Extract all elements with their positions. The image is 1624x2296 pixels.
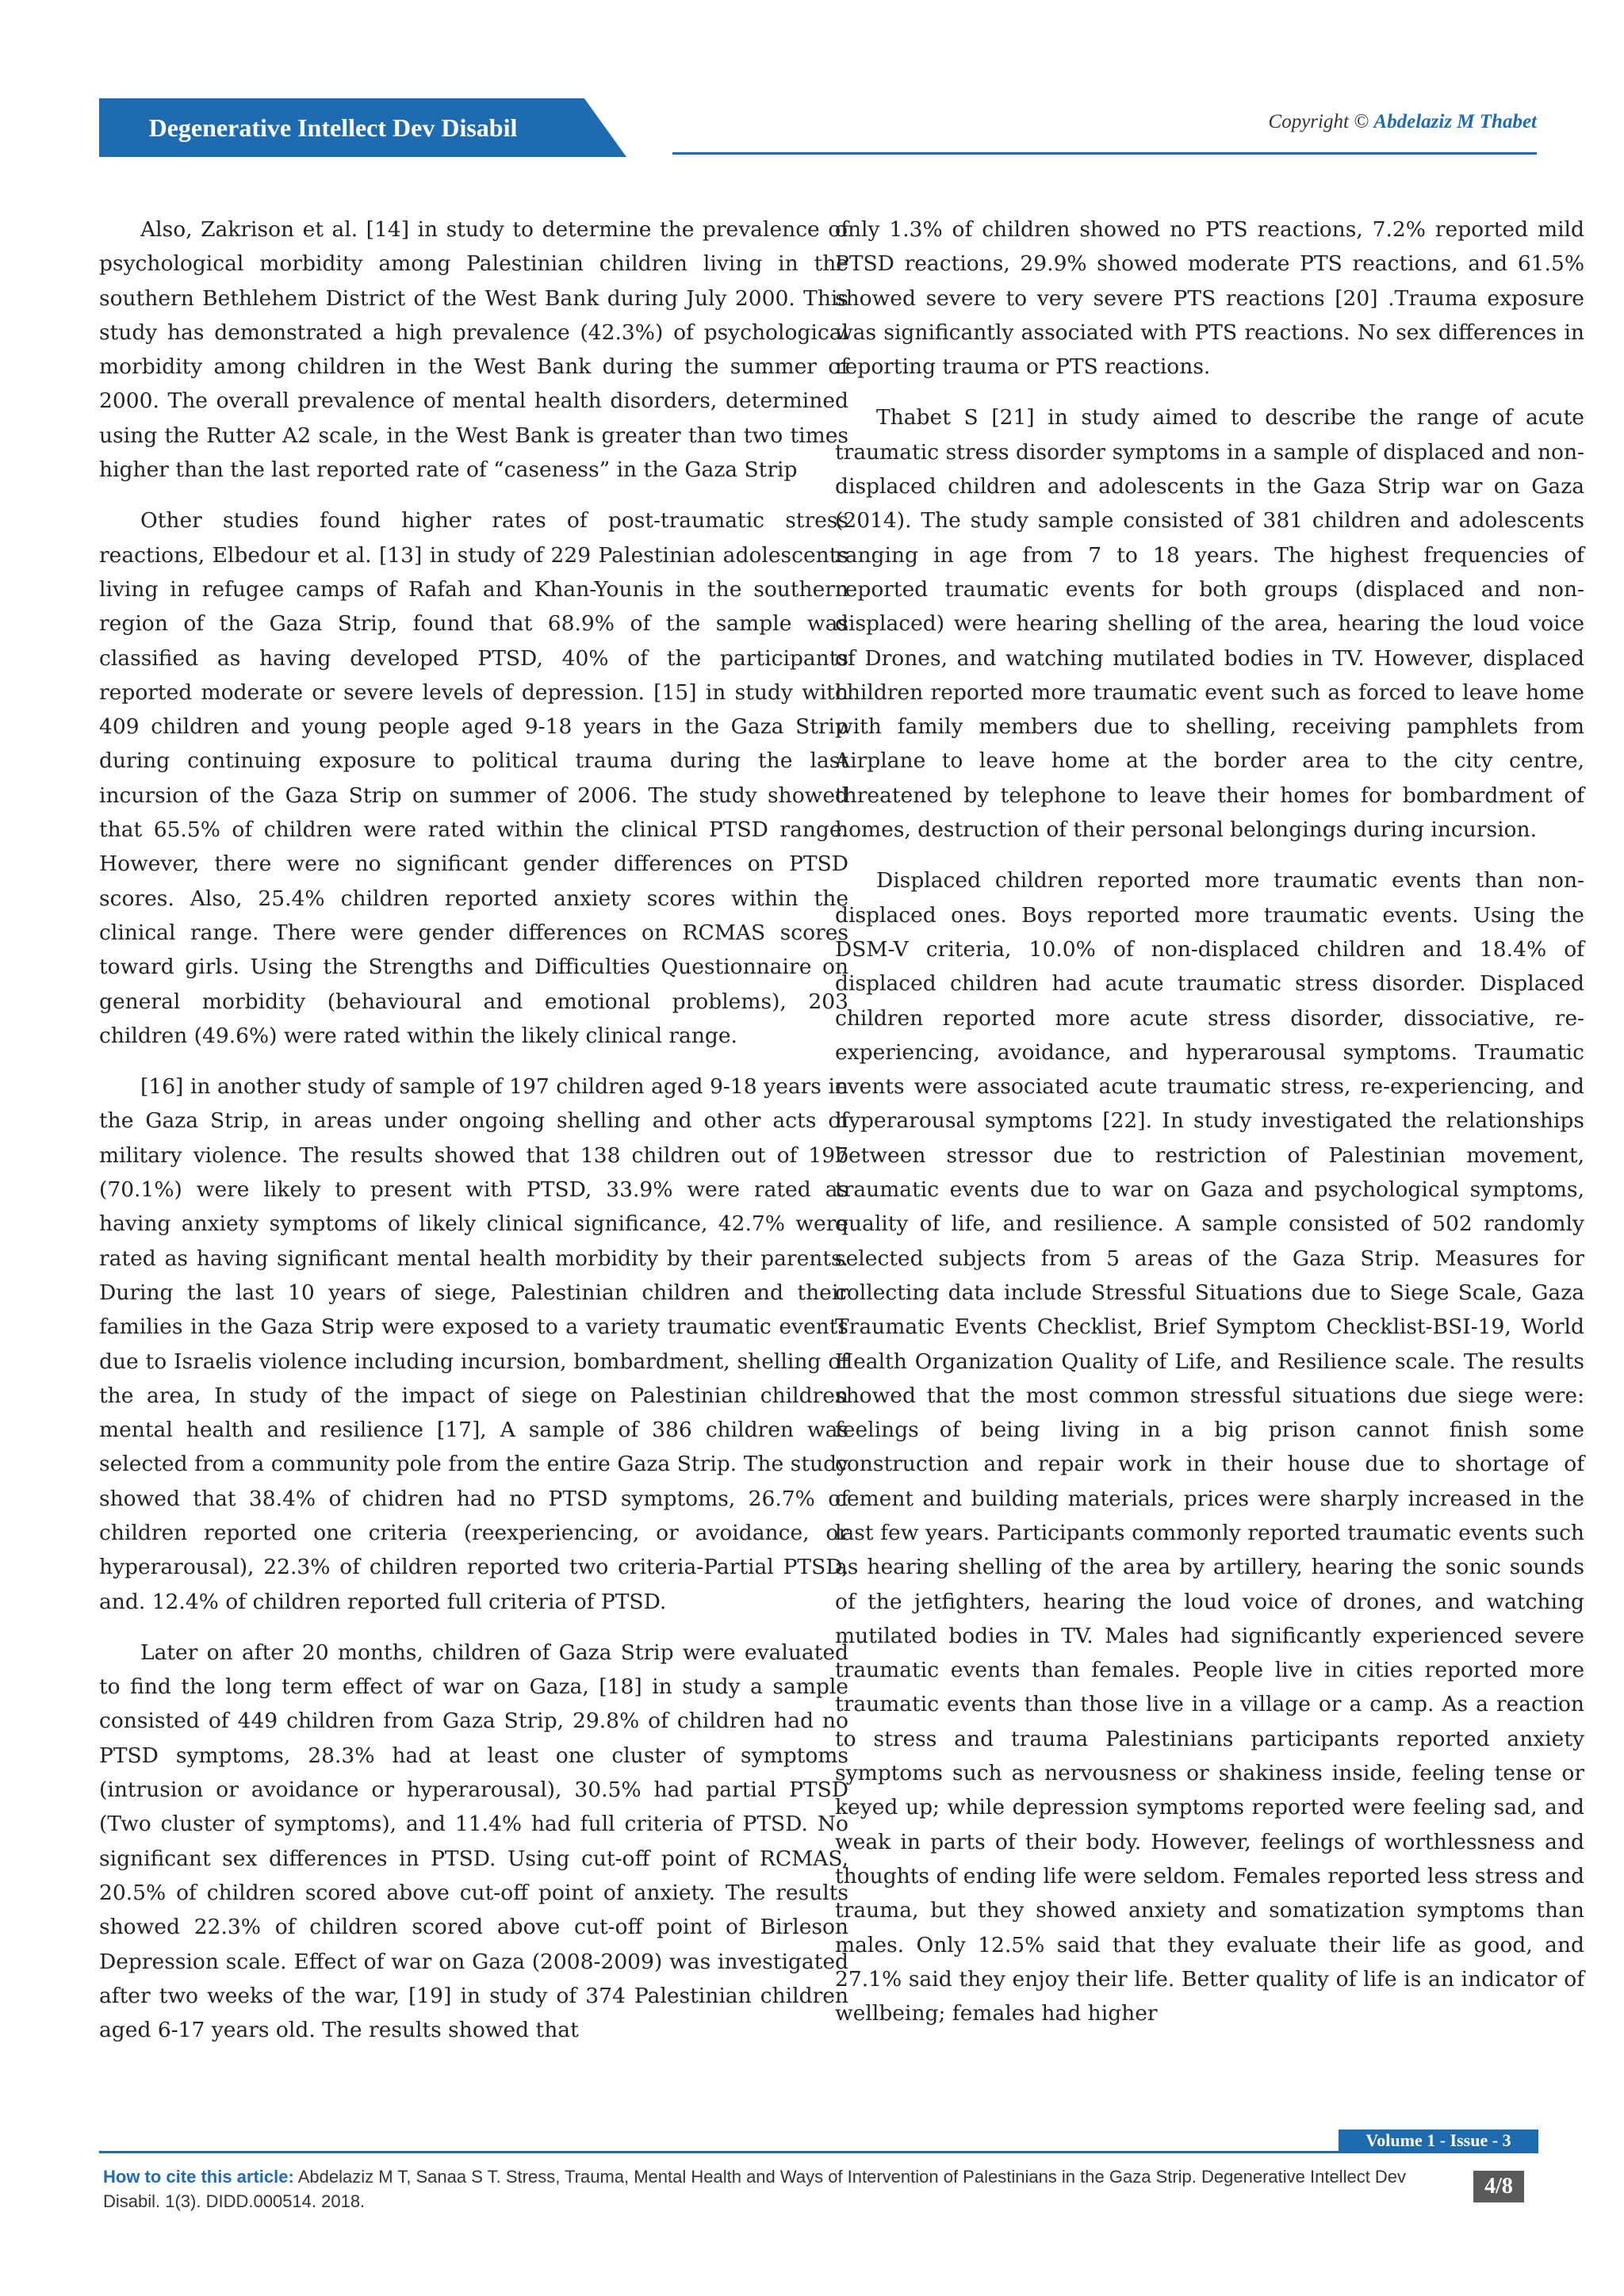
left-column (99, 212, 848, 2064)
paragraph: Thabet S [21] in study aimed to describe the range of acute traumatic stress disorder symptoms in a sample of displaced and non-displaced children and adolescents in the Gaza Strip war on Gaza (2014). The study sample consisted of 381 children and adolescents ranging in age from 7 to 18 years. The highest frequencies of reported traumatic events for both groups (displaced and non-displaced) were hearing shelling of the area, hearing the loud voice of Drones, and watching mutilated bodies in TV. However, displaced children reported more traumatic event such as forced to leave home with family members due to shelling, receiving pamphlets from Airplane to leave home at the border area to the city centre, threatened by telephone to leave their homes for bombardment of homes, destruction of their personal belongings during incursion. (835, 405, 1584, 843)
header-rule (672, 152, 1537, 155)
volume-issue-badge: Volume 1 - Issue - 3 (1339, 2130, 1538, 2151)
copyright-author: Abdelaziz M Thabet (1373, 111, 1537, 132)
paragraph: only 1.3% of children showed no PTS reactions, 7.2% reported mild PTSD reactions, 29.9% showed moderate PTS reactions, and 61.5% showed severe to very severe PTS reactions [20] .Trauma exposure was significantly associated with PTS reactions. No sex differences in reporting trauma or PTS reactions. (835, 217, 1584, 380)
paragraph: [16] in another study of sample of 197 children aged 9-18 years in the Gaza Strip, in areas under ongoing shelling and other acts of military violence. The results showed that 138 children out of 197 (70.1%) were likely to present with PTSD, 33.9% were rated as having anxiety symptoms of likely clinical significance, 42.7% were rated as having significant mental health morbidity by their parents. During the last 10 years of siege, Palestinian children and their families in the Gaza Strip were exposed to a variety traumatic events due to Israelis violence including incursion, bombardment, shelling of the area, In study of the impact of siege on Palestinian children mental health and resilience [17], A sample of 386 children was selected from a community pole from the entire Gaza Strip. The study showed that 38.4% of chidren had no PTSD symptoms, 26.7% of children reported one criteria (reexperiencing, or avoidance, or hyperarousal), 22.3% of children reported two criteria-Partial PTSD, and. 12.4% of children reported full criteria of PTSD. (99, 1074, 848, 1614)
paragraph: Other studies found higher rates of post-traumatic stress reactions, Elbedour et al. [13] in study of 229 Palestinian adolescents living in refugee camps of Rafah and Khan-Younis in the southern region of the Gaza Strip, found that 68.9% of the sample was classified as having developed PTSD, 40% of the participants reported moderate or severe levels of depression. [15] in study with 409 children and young people aged 9-18 years in the Gaza Strip during continuing exposure to political trauma during the last incursion of the Gaza Strip on summer of 2006. The study showed that 65.5% of children were rated within the clinical PTSD range. However, there were no significant gender differences on PTSD scores. Also, 25.4% children reported anxiety scores within the clinical range. There were gender differences on RCMAS scores toward girls. Using the Strengths and Difficulties Questionnaire on general morbidity (behavioural and emotional problems), 203 children (49.6%) were rated within the likely clinical range. (99, 508, 848, 1048)
citation-text: Abdelaziz M T, Sanaa S T. Stress, Trauma, Mental Health and Ways of Intervention of Palestinians in the Gaza Strip. Degenerative Intellect Dev Disabil. 1(3). DIDD.000514. 2018. (103, 2167, 1407, 2211)
citation-block (103, 2164, 1419, 2214)
copyright-notice (1269, 111, 1537, 133)
paragraph: Also, Zakrison et al. [14] in study to determine the prevalence of psychological morbidity among Palestinian children living in the southern Bethlehem District of the West Bank during July 2000. This study has demonstrated a high prevalence (42.3%) of psychological morbidity among children in the West Bank during the summer of 2000. The overall prevalence of mental health disorders, determined using the Rutter A2 scale, in the West Bank is greater than two times higher than the last reported rate of “caseness” in the Gaza Strip (99, 217, 848, 483)
footer-rule (99, 2151, 1538, 2153)
journal-name: Degenerative Intellect Dev Disabil (148, 113, 518, 142)
page-number: 4/8 (1473, 2171, 1524, 2202)
paragraph: Displaced children reported more traumatic events than non-displaced ones. Boys reported more traumatic events. Using the DSM-V criteria, 10.0% of non-displaced children and 18.4% of displaced children had acute traumatic stress disorder. Displaced children reported more acute stress disorder, dissociative, re-experiencing, avoidance, and hyperarousal symptoms. Traumatic events were associated acute traumatic stress, re-experiencing, and hyperarousal symptoms [22]. In study investigated the relationships between stressor due to restriction of Palestinian movement, traumatic events due to war on Gaza and psychological symptoms, quality of life, and resilience. A sample consisted of 502 randomly selected subjects from 5 areas of the Gaza Strip. Measures for collecting data include Stressful Situations due to Siege Scale, Gaza Traumatic Events Checklist, Brief Symptom Checklist-BSI-19, World Health Organization Quality of Life, and Resilience scale. The results showed that the most common stressful situations due siege were: feelings of being living in a big prison cannot finish some construction and repair work in their house due to shortage of cement and building materials, prices were sharply increased in the last few years. Participants commonly reported traumatic events such as hearing shelling of the area by artillery, hearing the sonic sounds of the jetfighters, hearing the loud voice of drones, and watching mutilated bodies in TV. Males had significantly experienced severe traumatic events than females. People live in cities reported more traumatic events than those live in a village or a camp. As a reaction to stress and trauma Palestinians participants reported anxiety symptoms such as nervousness or shakiness inside, feeling tense or keyed up; while depression symptoms reported were feeling sad, and weak in parts of their body. However, feelings of worthlessness and thoughts of ending life were seldom. Females reported less stress and trauma, but they showed anxiety and somatization symptoms than males. Only 12.5% said that they evaluate their life as good, and 27.1% said they enjoy their life. Better quality of life is an indicator of wellbeing; females had higher (835, 868, 1584, 2026)
right-column (835, 212, 1584, 2047)
copyright-prefix: Copyright © (1268, 111, 1369, 132)
citation-label: How to cite this article: (103, 2167, 294, 2187)
paragraph: Later on after 20 months, children of Gaza Strip were evaluated to find the long term effect of war on Gaza, [18] in study a sample consisted of 449 children from Gaza Strip, 29.8% of children had no PTSD symptoms, 28.3% had at least one cluster of symptoms (intrusion or avoidance or hyperarousal), 30.5% had partial PTSD (Two cluster of symptoms), and 11.4% had full criteria of PTSD. No significant sex differences in PTSD. Using cut-off point of RCMAS, 20.5% of children scored above cut-off point of anxiety. The results showed 22.3% of children scored above cut-off point of Birleson Depression scale. Effect of war on Gaza (2008-2009) was investigated after two weeks of the war, [19] in study of 374 Palestinian children aged 6-17 years old. The results showed that (99, 1640, 848, 2043)
